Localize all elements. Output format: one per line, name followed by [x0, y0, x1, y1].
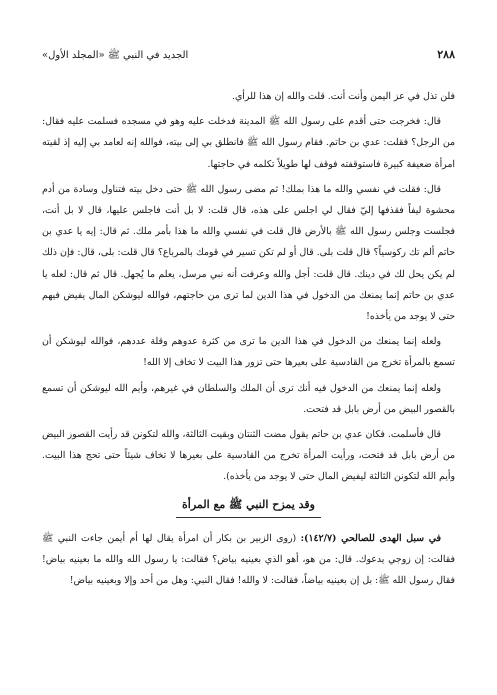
paragraph: فلن تذل في عز اليمن وأنت أنت. قلت والله إن هذا للرأي. [231, 91, 455, 102]
running-header [42, 48, 455, 63]
book-title: الجديد في النبي ﷺ «المجلد الأول» [42, 50, 189, 61]
body-text [42, 86, 455, 595]
section-heading-text: وقد يمزح النبي ﷺ مع المرأة [176, 494, 321, 518]
section-paragraph [42, 528, 455, 592]
paragraph: ولعله إنما يمنعك من الدخول فيه أنك ترى أن الملك والسلطان في غيرهم، وأيم الله ليوشكن أن تسمع بالقصور البيض من أرض بابل قد فتحت. [42, 382, 455, 415]
paragraph: قال: فقلت في نفسي والله ما هذا بملك! ثم مضى رسول الله ﷺ حتى دخل بيته فتناول وسادة من أدم محشوة ليفاً فقذفها إليّ فقال لي اجلس على هذه، قال قلت: لا بل أنت فاجلس عليها، قال لا بل أنت، فجلست وجلس رسول الله ﷺ بالأرض قال قلت في نفسي والله ما هذا بأمر ملك. ثم قال: إيه يا عدي بن حاتم ألم تك ركوسياً؟ قال قلت بلى. قال أو لم تكن تسير في قومك بالمرباع؟ قال قلت: بلى، قال: فإن ذلك لم يكن يحل لك في دينك. قال قلت: أجل والله وعرفت أنه نبي مرسل، يعلم ما يُجهل. قال ثم قال: لعله يا عدي بن حاتم إنما يمنعك من الدخول في هذا الدين لما ترى من حاجتهم، فوالله ليوشكن المال يفيض فيهم حتى لا يوجد من يأخذه! [42, 183, 455, 323]
section-heading [42, 494, 455, 518]
paragraph: قال: فخرجت حتى أقدم على رسول الله ﷺ المدينة فدخلت عليه وهو في مسجده فسلمت عليه فقال: من الرجل؟ فقلت: عدي بن حاتم. فقام رسول الله ﷺ فانطلق بي إلى بيته، فوالله إنه لعامد بي إليه إذ لقيته امرأة ضعيفة كبيرة فاستوقفته فوقف لها طويلاً تكلمه في حاجتها. [42, 116, 455, 170]
source-citation: في سبل الهدى للصالحي (١٤٢/٧): [300, 532, 441, 544]
paragraph: ولعله إنما يمنعك من الدخول في هذا الدين ما ترى من كثرة عدوهم وقلة عددهم، فوالله ليوشكن أن تسمع بالمرأة تخرج من القادسية على بعيرها حتى تزور هذا البيت لا تخاف إلا الله! [42, 336, 455, 369]
section-body: (روى الزبير بن بكار أن امرأة يقال لها أم أيمن جاءت النبي ﷺ فقالت: إن زوجي يدعوك. قال: من هو، أهو الذي بعينيه بياض؟ فقالت: يا رسول الله والله ما بعينيه بياض! فقال رسول الله ﷺ: بل إن بعينيه بياضاً، فقالت: لا والله! فقال النبي: وهل من أحد وإلا وبعينيه بياض! [42, 532, 455, 587]
page-number: ٢٨٨ [437, 48, 455, 61]
paragraph: قال فأسلمت. فكان عدي بن حاتم يقول مضت الثنتان وبقيت الثالثة، والله لتكونن قد رأيت القصور البيض من أرض بابل قد فتحت، ورأيت المرأة تخرج من القادسية على بعيرها لا تخاف شيئاً حتى تحج هذا البيت. وأيم الله لتكونن الثالثة ليفيض المال حتى لا يوجد من يأخذه). [42, 429, 455, 483]
